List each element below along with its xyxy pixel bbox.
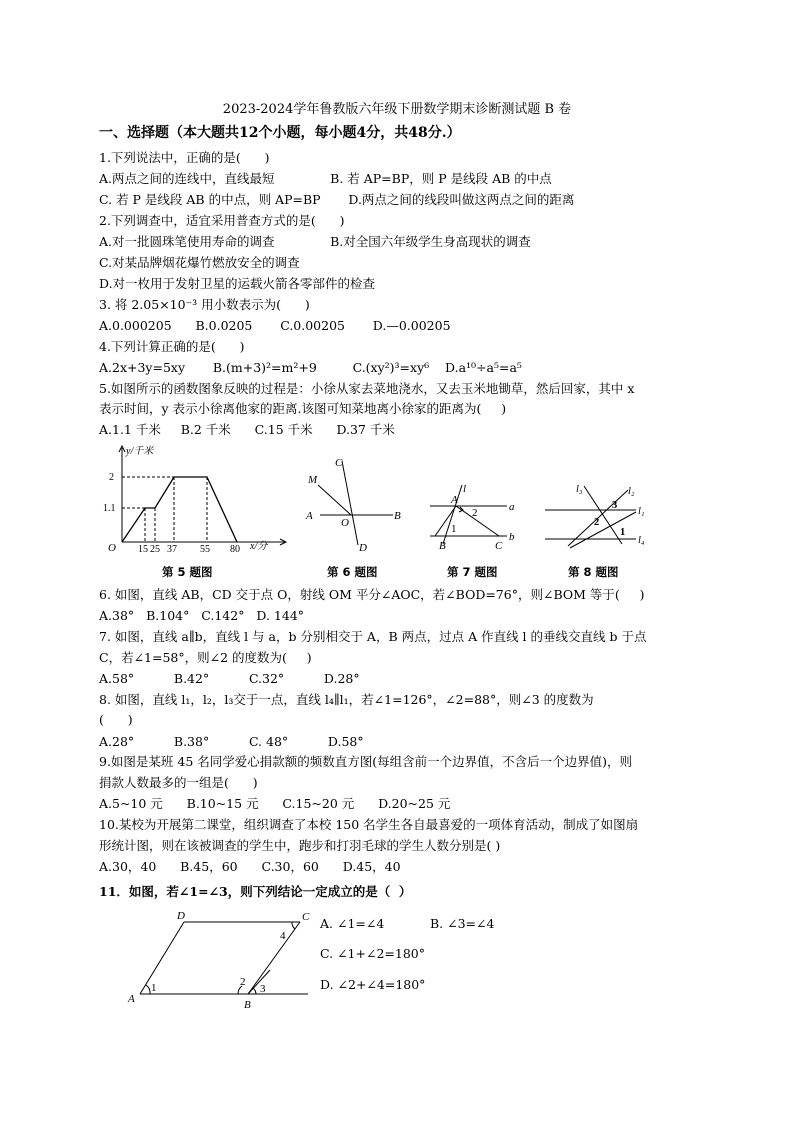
q3-stem: 3. 将 2.05×10⁻³ 用小数表示为( ) bbox=[99, 297, 310, 312]
q11-option-c: C. ∠1+∠2=180° bbox=[320, 946, 425, 961]
fig8-angle-2: 2 bbox=[594, 517, 600, 528]
fig5-x-tick-80: 80 bbox=[230, 544, 240, 554]
q2-option-c: C.对某品牌烟花爆竹燃放安全的调查 bbox=[99, 255, 300, 270]
q8-stem: 8. 如图，直线 l₁，l₂，l₃交于一点，直线 l₄∥l₁，若∠1=126°，∠2=88°，则∠3 的度数为 bbox=[99, 692, 594, 707]
caption-figure-8: 第 8 题图 bbox=[568, 565, 619, 579]
q4-options: A.2x+3y=5xy B.(m+3)²=m²+9 C.(xy²)³=xy⁶ D.a¹⁰÷a⁵=a⁵ bbox=[99, 360, 522, 375]
fig11-angle-3: 3 bbox=[260, 983, 266, 995]
q3-options: A.0.000205 B.0.0205 C.0.00205 D.—0.00205 bbox=[99, 318, 451, 333]
figure-6-lines bbox=[298, 455, 408, 555]
q4-stem: 4.下列计算正确的是( ) bbox=[99, 339, 245, 354]
q5-stem-line2: 表示时间，y 表示小徐离他家的距离.该图可知菜地离小徐家的距离为( ) bbox=[99, 401, 507, 416]
fig7-label-a-line: a bbox=[509, 501, 515, 513]
fig11-angle-2: 2 bbox=[240, 976, 246, 988]
fig5-y-label: y/千米 bbox=[126, 446, 154, 457]
fig8-label-l3: l₃ bbox=[576, 484, 583, 495]
fig7-label-b-line: b bbox=[509, 531, 515, 543]
fig11-label-c: C bbox=[302, 911, 310, 923]
q9-stem-line2: 捐款人数最多的一组是( ) bbox=[99, 775, 258, 790]
q6-options: A.38° B.104° C.142° D. 144° bbox=[99, 608, 305, 623]
fig7-label-b-point: B bbox=[439, 540, 446, 552]
fig5-y-tick-1.1: 1.1 bbox=[103, 503, 116, 514]
q2-stem: 2.下列调查中，适宜采用普查方式的是( ) bbox=[99, 213, 345, 228]
fig11-angle-1: 1 bbox=[151, 982, 157, 994]
fig5-origin: O bbox=[108, 542, 116, 554]
q9-stem-line1: 9.如图是某班 45 名同学爱心捐款额的频数直方图(每组含前一个边界值，不含后一个边界值)，则 bbox=[99, 754, 633, 769]
fig6-label-a: A bbox=[306, 510, 313, 522]
caption-figure-6: 第 6 题图 bbox=[327, 565, 378, 579]
q8-stem-bracket: ( ) bbox=[99, 712, 133, 727]
q10-stem-line1: 10.某校为开展第二课堂，组织调查了本校 150 名学生各自最喜爱的一项体育活动，制成了如图扇 bbox=[99, 817, 639, 832]
q2-option-d: D.对一枚用于发射卫星的运载火箭各零部件的检查 bbox=[99, 276, 376, 291]
document-title: 2023-2024学年鲁教版六年级下册数学期末诊断测试题 B 卷 bbox=[222, 102, 572, 117]
fig7-angle-1: 1 bbox=[451, 523, 457, 535]
fig7-label-l: l bbox=[463, 483, 467, 495]
fig5-x-label: x/分 bbox=[250, 541, 268, 552]
fig5-y-tick-2: 2 bbox=[109, 472, 114, 483]
fig6-label-o: O bbox=[341, 517, 349, 529]
q11-option-b: B. ∠3=∠4 bbox=[430, 916, 495, 931]
figure-7-parallel-lines bbox=[425, 480, 525, 554]
fig7-angle-2: 2 bbox=[472, 507, 478, 519]
figure-5-graph bbox=[100, 442, 290, 554]
q10-stem-line2: 形统计图，则在该被调查的学生中，跑步和打羽毛球的学生人数分别是( ) bbox=[99, 838, 501, 853]
fig6-label-d: D bbox=[359, 542, 367, 554]
fig6-label-m: M bbox=[308, 474, 318, 486]
q11-option-d: D. ∠2+∠4=180° bbox=[320, 977, 426, 992]
q10-options: A.30，40 B.45，60 C.30，60 D.45，40 bbox=[99, 859, 401, 874]
fig8-angle-3: 3 bbox=[612, 500, 618, 511]
fig8-angle-1: 1 bbox=[620, 527, 626, 538]
q5-options: A.1.1 千米 B.2 千米 C.15 千米 D.37 千米 bbox=[99, 422, 395, 437]
caption-figure-5: 第 5 题图 bbox=[162, 565, 213, 579]
fig5-x-tick-25: 25 bbox=[150, 544, 160, 554]
q11-stem: 11．如图，若∠1=∠3，则下列结论一定成立的是（ ） bbox=[99, 884, 412, 899]
caption-figure-7: 第 7 题图 bbox=[447, 565, 498, 579]
fig5-x-tick-55: 55 bbox=[200, 544, 210, 554]
q8-options: A.28° B.38° C. 48° D.58° bbox=[99, 734, 364, 749]
figure-11-parallelogram bbox=[120, 910, 320, 1010]
fig11-label-b: B bbox=[244, 999, 251, 1010]
fig6-label-c: C bbox=[335, 457, 343, 469]
fig8-label-l4: l₄ bbox=[638, 535, 645, 546]
fig5-x-tick-37: 37 bbox=[167, 544, 177, 554]
fig8-label-l1: l₁ bbox=[638, 506, 645, 517]
fig8-label-l2: l₂ bbox=[628, 486, 635, 497]
q1-options-ab: A.两点之间的连线中，直线最短 B. 若 AP=BP，则 P 是线段 AB 的中点 bbox=[99, 171, 552, 186]
section-heading: 一、选择题（本大题共12个小题，每小题4分，共48分.） bbox=[99, 125, 461, 141]
q1-options-cd: C. 若 P 是线段 AB 的中点，则 AP=BP D.两点之间的线段叫做这两点之间的距离 bbox=[99, 192, 575, 207]
q6-stem: 6. 如图，直线 AB，CD 交于点 O，射线 OM 平分∠AOC，若∠BOD=76°，则∠BOM 等于( ) bbox=[99, 587, 645, 602]
q7-stem-line1: 7. 如图，直线 a∥b，直线 l 与 a，b 分别相交于 A，B 两点，过点 A 作直线 l 的垂线交直线 b 于点 bbox=[99, 629, 647, 644]
q2-options-ab: A.对一批圆珠笔使用寿命的调查 B.对全国六年级学生身高现状的调查 bbox=[99, 234, 531, 249]
fig11-angle-4: 4 bbox=[280, 930, 286, 942]
q1-stem: 1.下列说法中，正确的是( ) bbox=[99, 150, 270, 165]
q9-options: A.5~10 元 B.10~15 元 C.15~20 元 D.20~25 元 bbox=[99, 796, 451, 811]
q7-stem-line2: C，若∠1=58°，则∠2 的度数为( ) bbox=[99, 650, 312, 665]
fig7-label-c: C bbox=[495, 540, 503, 552]
q5-stem-line1: 5.如图所示的函数图象反映的过程是：小徐从家去菜地浇水，又去玉米地锄草，然后回家，其中 x bbox=[99, 381, 635, 396]
fig11-label-a: A bbox=[128, 993, 135, 1005]
fig5-x-tick-15: 15 bbox=[138, 544, 148, 554]
fig7-label-a-point: A bbox=[451, 494, 458, 506]
q7-options: A.58° B.42° C.32° D.28° bbox=[99, 671, 360, 686]
fig6-label-b: B bbox=[394, 510, 401, 522]
fig11-label-d: D bbox=[177, 910, 185, 922]
q11-option-a: A. ∠1=∠4 bbox=[320, 916, 385, 931]
figure-8-lines bbox=[540, 480, 660, 554]
